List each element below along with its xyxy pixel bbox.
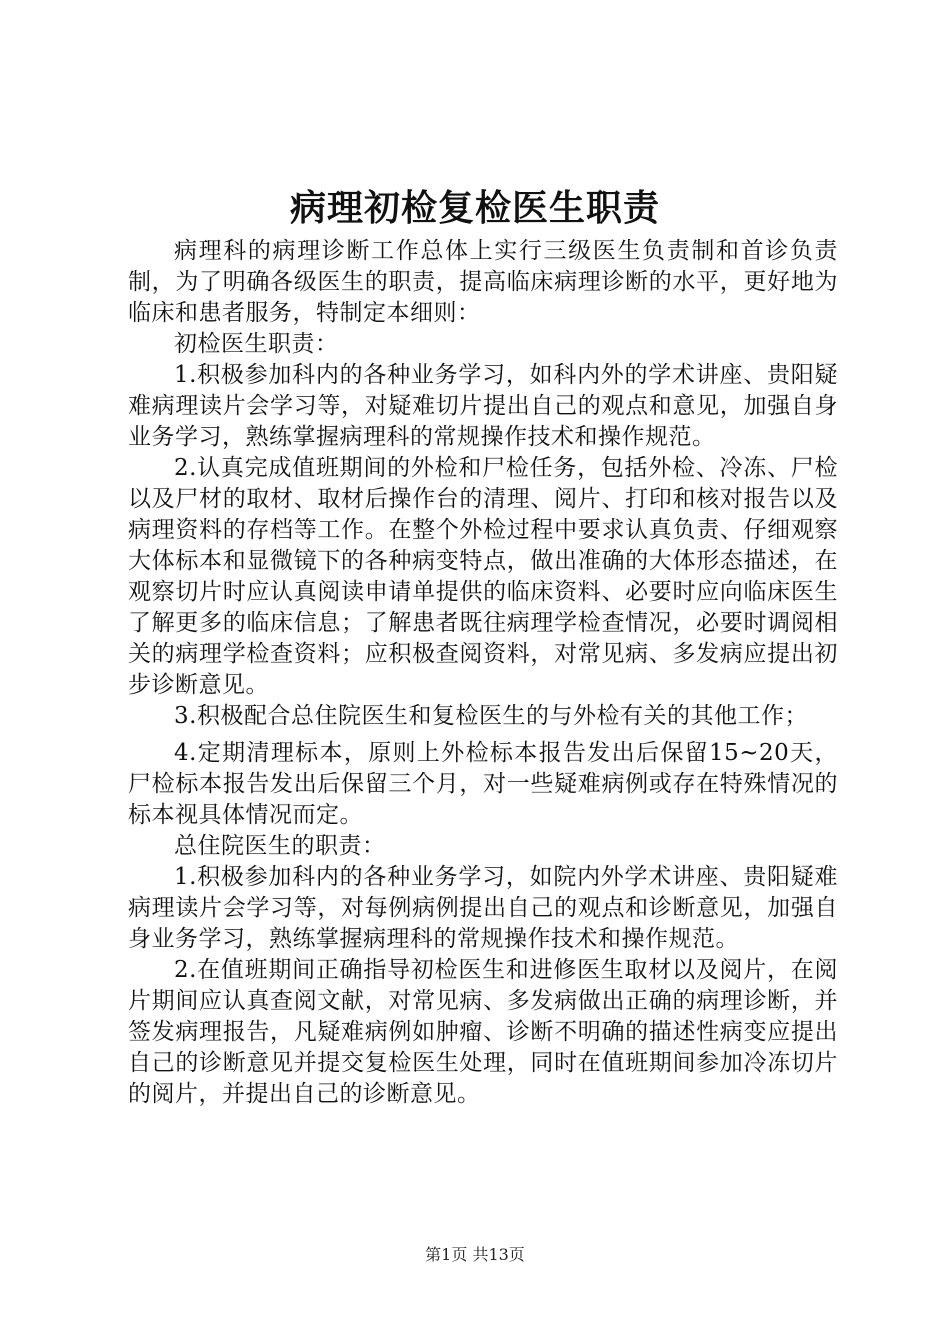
initial-duty-3: 3.积极配合总住院医生和复检医生的与外检有关的其他工作； [174, 703, 808, 729]
initial-duty-2: 2.认真完成值班期间的外检和尸检任务，包括外检、冷冻、尸检以及尸材的取材、取材后操作台的清理、阅片、打印和核对报告以及病理资料的存档等工作。在整个外检过程中要求认真负责、仔细观察大体标本和显微镜下的各种病变特点，做出准确的大体形态描述，在观察切片时应认真阅读申请单提供的临床资料、必要时应向临床医生了解更多的临床信息；了解患者既往病理学检查情况，必要时调阅相关的病理学检查资料；应积极查阅资料，对常见病、多发病应提出初步诊断意见。 [128, 455, 838, 698]
chief-duty-2: 2.在值班期间正确指导初检医生和进修医生取材以及阅片，在阅片期间应认真查阅文献，对常见病、多发病做出正确的病理诊断，并签发病理报告，凡疑难病例如肿瘤、诊断不明确的描述性病变应提出自己的诊断意见并提交复检医生处理，同时在值班期间参加冷冻切片的阅片，并提出自己的诊断意见。 [128, 957, 838, 1107]
initial-duty-4: 4.定期清理标本，原则上外检标本报告发出后保留15~20天，尸检标本报告发出后保留三个月，对一些疑难病例或存在特殊情况的标本视具体情况而定。 [128, 740, 838, 828]
page-number-footer: 第1页 共13页 [425, 1245, 525, 1264]
section-heading-chief-resident: 总住院医生的职责： [174, 833, 386, 859]
intro-paragraph: 病理科的病理诊断工作总体上实行三级医生负责制和首诊负责制，为了明确各级医生的职责，提高临床病理诊断的水平，更好地为临床和患者服务，特制定本细则： [128, 238, 838, 326]
document-body [128, 236, 838, 1110]
chief-duty-1: 1.积极参加科内的各种业务学习，如院内外学术讲座、贵阳疑难病理读片会学习等，对每例病例提出自己的观点和诊断意见，加强自身业务学习，熟练掌握病理科的常规操作技术和操作规范。 [128, 864, 838, 952]
initial-duty-1: 1.积极参加科内的各种业务学习，如科内外的学术讲座、贵阳疑难病理读片会学习等，对疑难切片提出自己的观点和意见，加强自身业务学习，熟练掌握病理科的常规操作技术和操作规范。 [128, 362, 838, 450]
section-heading-initial-doctor: 初检医生职责： [174, 331, 339, 357]
document-title: 病理初检复检医生职责 [289, 187, 660, 229]
